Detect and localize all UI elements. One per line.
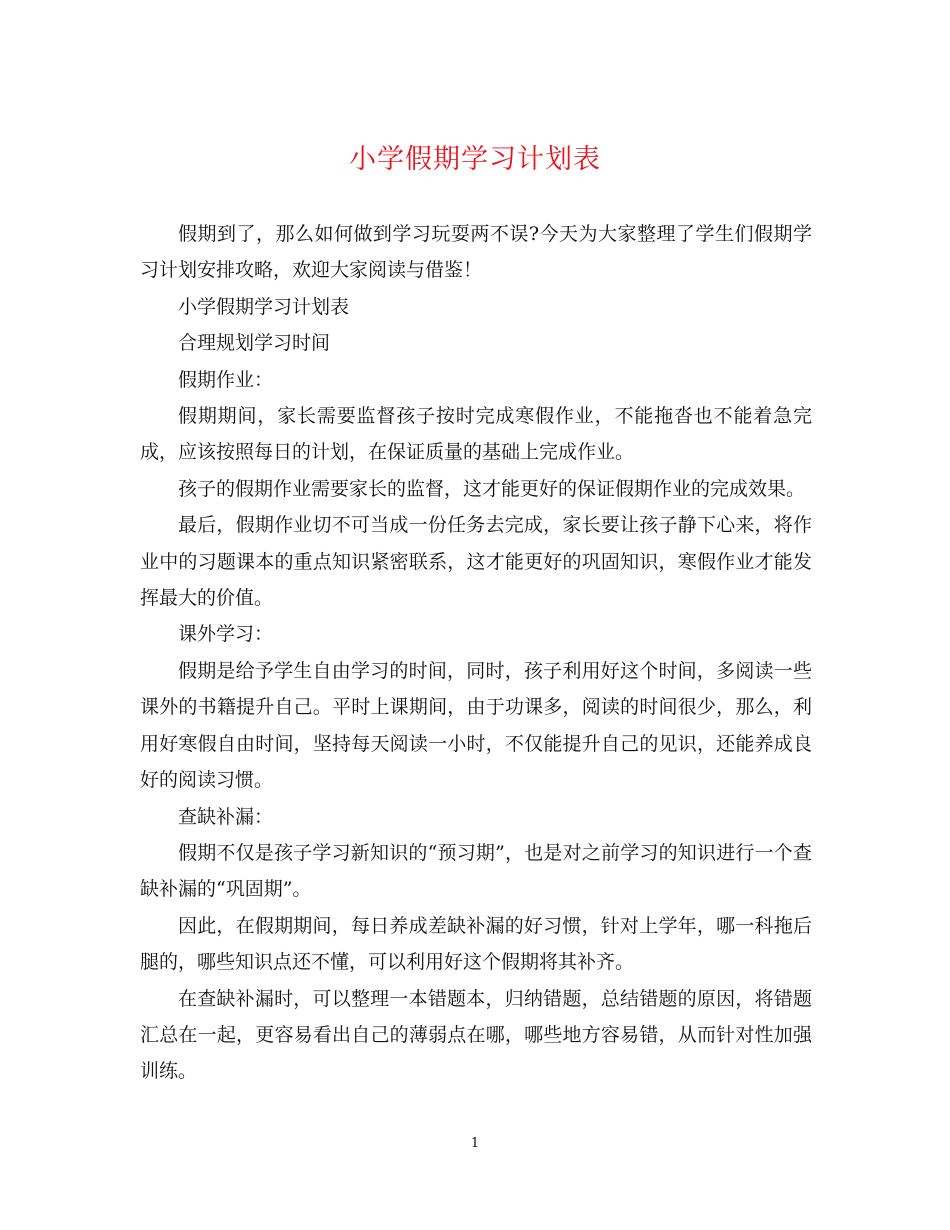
page-number: 1 xyxy=(470,1136,480,1151)
section-heading-review: 查缺补漏： xyxy=(178,805,274,828)
homework-paragraph-3: 最后，假期作业切不可当成一份任务去完成，家长要让孩子静下心来，将作业中的习题课本的重点知识紧密联系，这才能更好的巩固知识，寒假作业才能发挥最大的价值。 xyxy=(140,514,812,610)
document-title: 小学假期学习计划表 xyxy=(349,144,601,175)
section-heading-homework: 假期作业： xyxy=(178,368,274,391)
review-paragraph-1: 假期不仅是孩子学习新知识的“预习期”，也是对之前学习的知识进行一个查缺补漏的“巩固期”。 xyxy=(140,841,812,901)
review-paragraph-3: 在查缺补漏时，可以整理一本错题本，归纳错题，总结错题的原因，将错题汇总在一起，更容易看出自己的薄弱点在哪，哪些地方容易错，从而针对性加强训练。 xyxy=(140,987,812,1083)
extracurricular-paragraph: 假期是给予学生自由学习的时间，同时，孩子利用好这个时间，多阅读一些课外的书籍提升自己。平时上课期间，由于功课多，阅读的时间很少，那么，利用好寒假自由时间，坚持每天阅读一小时，不仅能提升自己的见识，还能养成良好的阅读习惯。 xyxy=(140,659,812,792)
document-body xyxy=(140,216,812,1090)
subtitle-line: 小学假期学习计划表 xyxy=(178,295,350,318)
section-heading-time-planning: 合理规划学习时间 xyxy=(178,332,331,355)
section-heading-extracurricular: 课外学习： xyxy=(178,623,274,646)
review-paragraph-2: 因此，在假期期间，每日养成差缺补漏的好习惯，针对上学年，哪一科拖后腿的，哪些知识点还不懂，可以利用好这个假期将其补齐。 xyxy=(140,914,812,974)
homework-paragraph-2: 孩子的假期作业需要家长的监督，这才能更好的保证假期作业的完成效果。 xyxy=(178,477,806,500)
homework-paragraph-1: 假期期间，家长需要监督孩子按时完成寒假作业，不能拖沓也不能着急完成，应该按照每日的计划，在保证质量的基础上完成作业。 xyxy=(140,405,812,464)
intro-paragraph: 假期到了，那么如何做到学习玩耍两不误?今天为大家整理了学生们假期学习计划安排攻略，欢迎大家阅读与借鉴！ xyxy=(140,223,812,282)
